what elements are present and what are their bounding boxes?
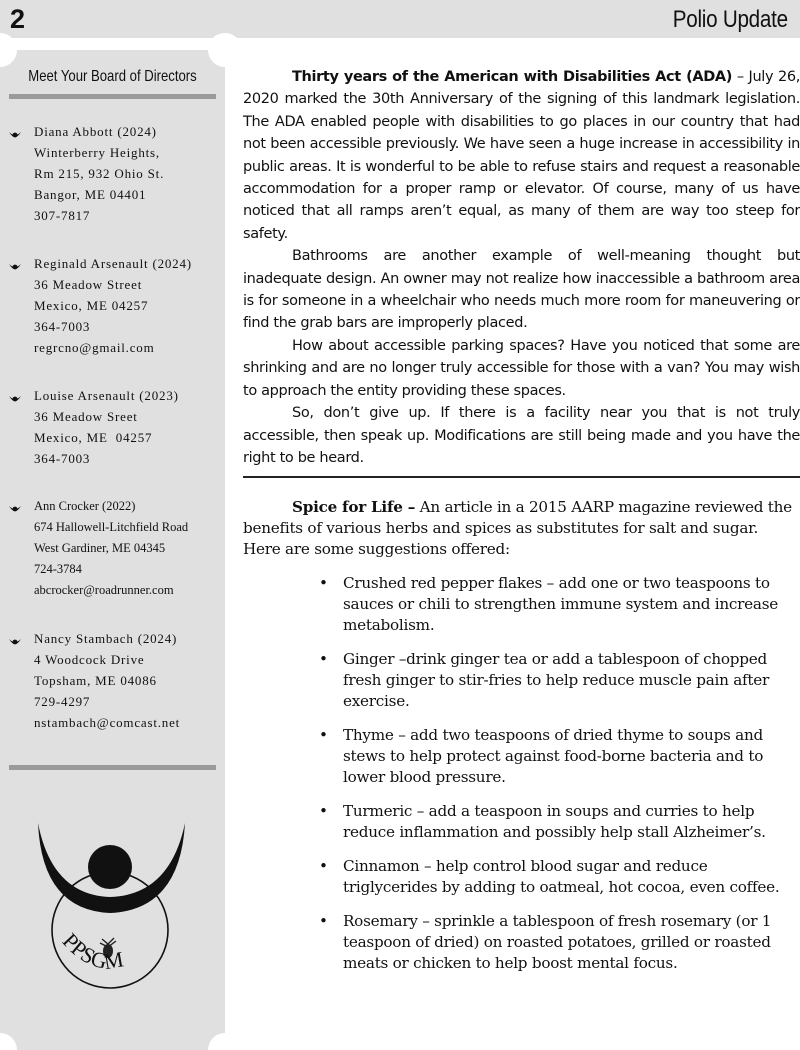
corner-notch [208, 33, 242, 67]
list-item [317, 649, 800, 712]
sidebar-divider [9, 94, 216, 99]
list-item [317, 911, 800, 974]
bullet-icon: • [319, 857, 328, 875]
ppsgm-figure-icon [8, 253, 34, 358]
ppsgm-figure-icon [8, 121, 34, 226]
member-name: Louise Arsenault (2023) [34, 388, 179, 403]
list-item-text: Cinnamon – help control blood sugar and reduce triglycerides by adding to oatmeal, hot cocoa, even coffee. [343, 857, 780, 896]
member-address: Rm 215, 932 Ohio St. [34, 166, 165, 181]
article-paragraph [243, 497, 800, 560]
list-item-text: Turmeric – add a teaspoon in soups and curries to help reduce inflammation and possibly help stall Alzheimer’s. [343, 802, 766, 841]
member-city: Topsham, ME 04086 [34, 673, 157, 688]
list-item [317, 856, 800, 898]
sidebar-divider [9, 765, 216, 770]
list-item-text: Crushed red pepper flakes – add one or two teaspoons to sauces or chili to strengthen immune system and increase metabolism. [343, 574, 779, 634]
member-name: Reginald Arsenault (2024) [34, 256, 192, 271]
bullet-icon: • [319, 650, 328, 668]
ppsgm-figure-icon [8, 496, 34, 601]
bullet-icon: • [319, 574, 328, 592]
svg-text:PPSGM: PPSGM [57, 928, 126, 975]
bullet-icon: • [319, 802, 328, 820]
member-name: Diana Abbott (2024) [34, 124, 157, 139]
list-item-text: Rosemary – sprinkle a tablespoon of fresh rosemary (or 1 teaspoon of dried) on roasted potatoes, grilled or roasted meats or chicken to help boost mental focus. [343, 912, 772, 972]
spice-list [243, 573, 800, 974]
member-city: Bangor, ME 04401 [34, 187, 147, 202]
list-item [317, 573, 800, 636]
article-paragraph [243, 66, 800, 245]
member-city: Mexico, ME 04257 [34, 298, 149, 313]
member-address: 674 Hallowell-Litchfield Road [34, 520, 189, 534]
list-item-text: Ginger –drink ginger tea or add a tablespoon of chopped fresh ginger to stir-fries to help reduce muscle pain after exercise. [343, 650, 769, 710]
article-text: – July 26, 2020 marked the 30th Anniversary of the signing of this landmark legislation. The ADA enabled people with disabilities to go places in our country that had not been accessible previously. We have seen a huge increase in accessibility in public areas. It is wonderful to be able to refuse stairs and request a reasonable accommodation for a proper ramp or elevator. Of course, many of us have noticed that all ramps aren’t equal, as many of them are way too steep for safety. [243, 69, 800, 242]
list-item [317, 801, 800, 843]
member-phone: 364-7003 [34, 451, 91, 466]
bullet-icon: • [319, 912, 328, 930]
section-divider [243, 476, 800, 478]
member-email: nstambach@comcast.net [34, 715, 181, 730]
publication-title: Polio Update [672, 6, 788, 33]
corner-notch [0, 1033, 17, 1050]
member-address: 4 Woodcock Drive [34, 652, 145, 667]
spice-article [243, 497, 800, 987]
bullet-icon: • [319, 726, 328, 744]
article-text: An article in a 2015 AARP magazine reviewed the benefits of various herbs and spices as substitutes for salt and sugar. Here are some suggestions offered: [243, 498, 792, 558]
sidebar-title: Meet Your Board of Directors [28, 68, 197, 85]
list-item-text: Thyme – add two teaspoons of dried thyme to soups and stews to help protect against food-borne bacteria and to lower blood pressure. [343, 726, 764, 786]
member-city: Mexico, ME 04257 [34, 430, 153, 445]
ppsgm-logo-icon [30, 815, 195, 990]
member-name: Ann Crocker (2022) [34, 499, 136, 513]
member-address: Winterberry Heights, [34, 145, 160, 160]
page-number: 2 [10, 4, 26, 34]
member-email: regrcno@gmail.com [34, 340, 155, 355]
member-address: 36 Meadow Street [34, 277, 143, 292]
article-paragraph: Bathrooms are another example of well-meaning thought but inadequate design. An owner may not realize how inaccessible a bathroom area is for someone in a wheelchair who needs much more room for maneuvering or find the grab bars are improperly placed. [243, 248, 800, 332]
member-address: 36 Meadow Sreet [34, 409, 138, 424]
corner-notch [208, 1033, 242, 1050]
article-paragraph: So, don’t give up. If there is a facility near you that is not truly accessible, then speak up. Modifications are still being made and you have the right to be heard. [243, 405, 800, 466]
ada-article [243, 66, 800, 469]
member-phone: 364-7003 [34, 319, 91, 334]
board-member [8, 496, 223, 601]
member-phone: 307-7817 [34, 208, 91, 223]
board-member [8, 628, 223, 733]
member-phone: 729-4297 [34, 694, 91, 709]
corner-notch [0, 33, 17, 67]
page-header [0, 0, 800, 38]
board-member [8, 253, 223, 358]
board-member [8, 385, 223, 469]
member-name: Nancy Stambach (2024) [34, 631, 178, 646]
list-item [317, 725, 800, 788]
article-heading: Spice for Life – [292, 498, 416, 516]
ppsgm-figure-icon [8, 628, 34, 733]
board-member [8, 121, 223, 226]
ppsgm-figure-icon [8, 385, 34, 469]
member-city: West Gardiner, ME 04345 [34, 541, 166, 555]
board-sidebar [0, 50, 225, 1050]
article-heading: Thirty years of the American with Disabilities Act (ADA) [292, 69, 733, 85]
article-paragraph: How about accessible parking spaces? Have you noticed that some are shrinking and are no longer truly accessible for those with a van? You may wish to approach the entity providing these spaces. [243, 337, 800, 399]
member-email: abcrocker@roadrunner.com [34, 583, 174, 597]
member-phone: 724-3784 [34, 562, 82, 576]
